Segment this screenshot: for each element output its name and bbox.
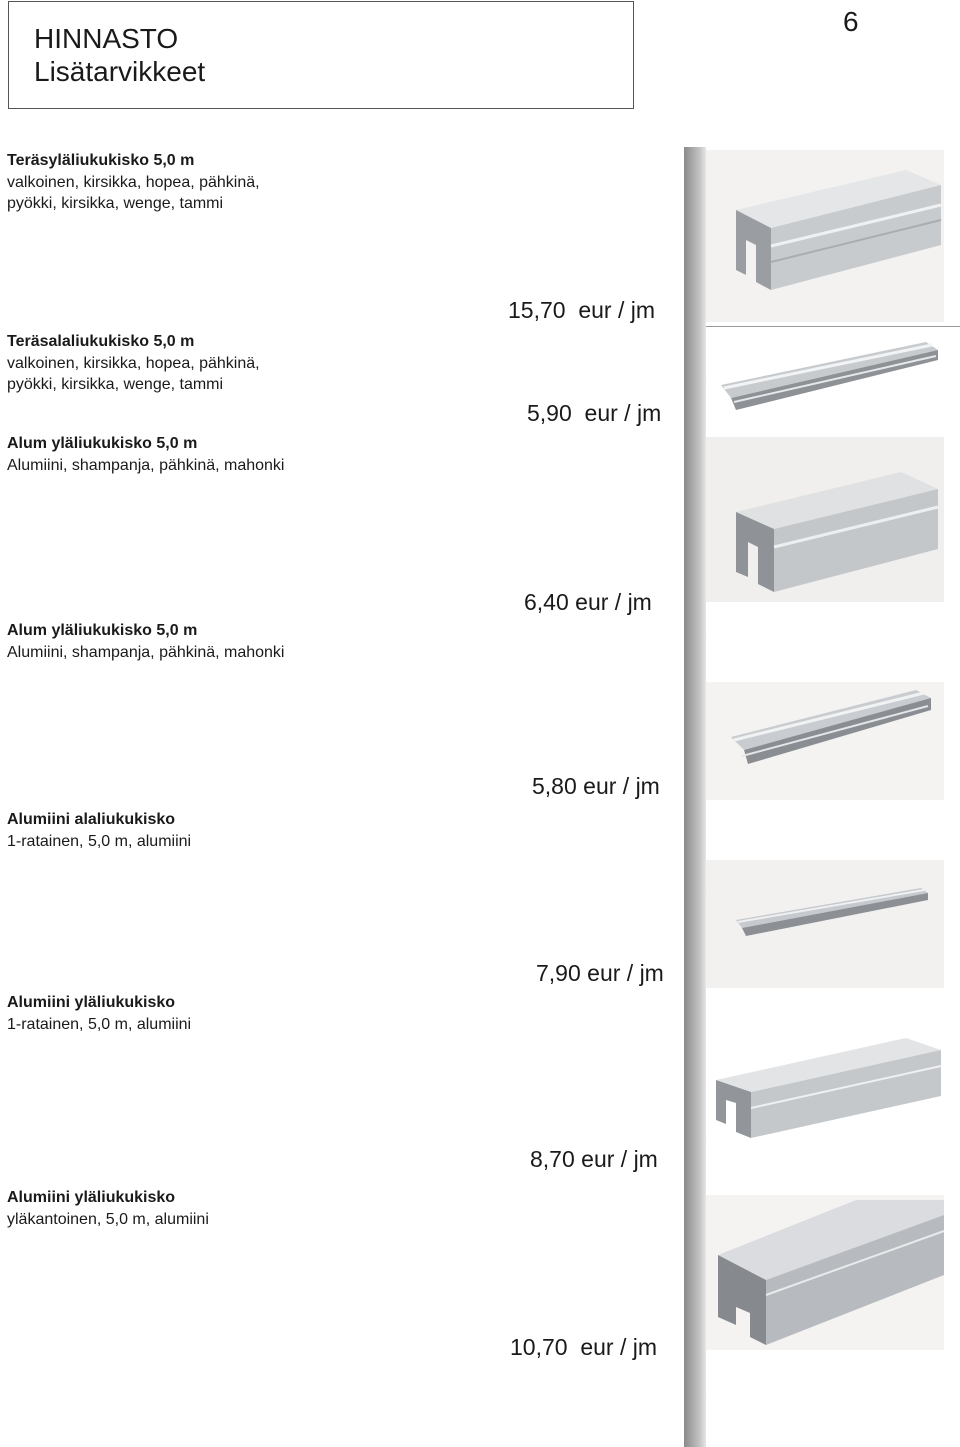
- product-name: Teräsyläliukukisko 5,0 m: [7, 152, 195, 169]
- product-description: Alumiini, shampanja, pähkinä, mahonki: [7, 457, 285, 474]
- product-description: yläkantoinen, 5,0 m, alumiini: [7, 1211, 209, 1228]
- aluminium-bottom-rail-photo: [706, 682, 944, 800]
- price-label: 8,70 eur / jm: [530, 1146, 658, 1172]
- page-number: 6: [843, 6, 859, 37]
- single-track-top-rail-photo: [706, 1028, 944, 1146]
- product-description: Alumiini, shampanja, pähkinä, mahonki: [7, 644, 285, 661]
- title-line-2: Lisätarvikkeet: [34, 56, 206, 87]
- product-name: Alum yläliukukisko 5,0 m: [7, 435, 198, 452]
- price-label: 10,70 eur / jm: [510, 1334, 658, 1360]
- steel-top-rail-photo: [706, 150, 944, 322]
- title-line-1: HINNASTO: [34, 23, 179, 54]
- single-track-bottom-rail-photo: [706, 860, 944, 988]
- product-description: 1-ratainen, 5,0 m, alumiini: [7, 1016, 192, 1033]
- price-label: 5,80 eur / jm: [532, 773, 660, 799]
- price-label: 6,40 eur / jm: [524, 589, 652, 615]
- product-description: valkoinen, kirsikka, hopea, pähkinä, pyökki, kirsikka, wenge, tammi: [7, 355, 260, 393]
- aluminium-top-rail-photo: [706, 437, 944, 602]
- product-name: Teräsalaliukukisko 5,0 m: [7, 333, 195, 350]
- top-hung-rail-photo: [706, 1195, 944, 1350]
- photo-column-edge: [684, 147, 706, 1447]
- product-description: 1-ratainen, 5,0 m, alumiini: [7, 833, 192, 850]
- product-name: Alumiini alaliukukisko: [7, 811, 176, 828]
- product-description: valkoinen, kirsikka, hopea, pähkinä, pyökki, kirsikka, wenge, tammi: [7, 174, 260, 212]
- page-title: [34, 22, 205, 88]
- steel-bottom-rail-photo: [706, 330, 944, 430]
- product-name: Alumiini yläliukukisko: [7, 994, 176, 1011]
- product-name: Alum yläliukukisko 5,0 m: [7, 622, 198, 639]
- price-divider: [706, 326, 960, 327]
- price-label: 7,90 eur / jm: [536, 960, 664, 986]
- price-label: 5,90 eur / jm: [527, 400, 662, 426]
- price-label: 15,70 eur / jm: [508, 297, 656, 323]
- product-name: Alumiini yläliukukisko: [7, 1189, 176, 1206]
